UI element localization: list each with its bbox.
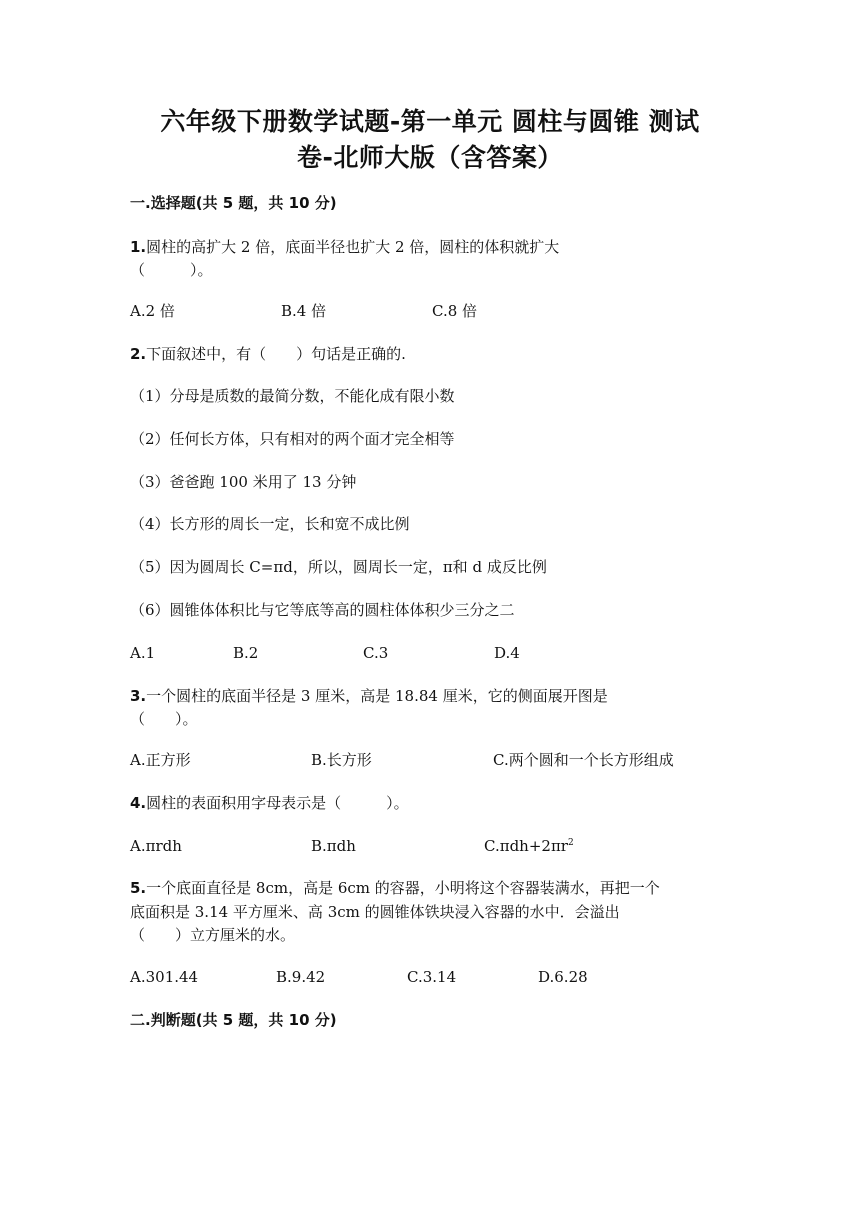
question-5-option-d: D.6.28 [538, 968, 588, 986]
question-4-stem [130, 793, 409, 813]
question-1-option-b: B.4 倍 [281, 302, 327, 320]
question-1-stem [130, 237, 559, 257]
question-1-option-c: C.8 倍 [432, 302, 478, 320]
question-5-option-b: B.9.42 [276, 968, 326, 986]
question-3-option-b: B.长方形 [311, 751, 372, 769]
section-heading-judgement: 二.判断题(共 5 题，共 10 分) [130, 1011, 337, 1029]
question-2-statement-6: （6）圆锥体体积比与它等底等高的圆柱体体积少三分之二 [130, 601, 515, 619]
question-4-option-c-exponent: 2 [567, 838, 574, 848]
question-1-blank: （ ）。 [130, 261, 213, 279]
question-1-text: 圆柱的高扩大 2 倍，底面半径也扩大 2 倍，圆柱的体积就扩大 [146, 238, 560, 256]
question-2-option-a: A.1 [130, 644, 156, 662]
question-5-option-a: A.301.44 [130, 968, 199, 986]
question-5-text-line-3: （ ）立方厘米的水。 [130, 926, 296, 944]
page-title-line-2: 卷-北师大版（含答案） [297, 143, 563, 172]
question-4-option-a: A.πrdh [130, 837, 182, 855]
question-4-option-b: B.πdh [311, 837, 356, 855]
question-2-statement-4: （4）长方形的周长一定，长和宽不成比例 [130, 515, 410, 533]
question-2-option-b: B.2 [233, 644, 259, 662]
question-2-option-d: D.4 [494, 644, 520, 662]
question-2-stem [130, 344, 406, 364]
question-5-text-line-2: 底面积是 3.14 平方厘米、高 3cm 的圆锥体铁块浸入容器的水中．会溢出 [130, 903, 620, 921]
question-2-statement-2: （2）任何长方体，只有相对的两个面才完全相等 [130, 430, 455, 448]
question-4-number: 4. [130, 794, 147, 812]
question-3-option-a: A.正方形 [130, 751, 191, 769]
question-2-statement-3: （3）爸爸跑 100 米用了 13 分钟 [130, 473, 357, 491]
question-3-text: 一个圆柱的底面半径是 3 厘米，高是 18.84 厘米，它的侧面展开图是 [146, 687, 608, 705]
question-4-option-c [484, 836, 574, 856]
question-2-number: 2. [130, 345, 147, 363]
question-5-text-line-1: 一个底面直径是 8cm，高是 6cm 的容器，小明将这个容器装满水，再把一个 [146, 879, 660, 897]
question-3-option-c: C.两个圆和一个长方形组成 [493, 751, 674, 769]
question-2-text: 下面叙述中，有（ ）句话是正确的. [146, 345, 406, 363]
question-4-text: 圆柱的表面积用字母表示是（ ）。 [146, 794, 409, 812]
question-1-number: 1. [130, 238, 147, 256]
page-title-line-1: 六年级下册数学试题-第一单元 圆柱与圆锥 测试 [160, 107, 700, 136]
question-3-number: 3. [130, 687, 147, 705]
question-5-stem [130, 878, 660, 898]
question-2-option-c: C.3 [363, 644, 389, 662]
question-3-blank: （ ）。 [130, 710, 198, 728]
question-3-stem [130, 686, 608, 706]
question-1-option-a: A.2 倍 [130, 302, 175, 320]
question-5-number: 5. [130, 879, 147, 897]
question-5-option-c: C.3.14 [407, 968, 457, 986]
question-4-option-c-text: C.πdh+2πr [484, 837, 568, 855]
question-2-statement-5: （5）因为圆周长 C=πd，所以，圆周长一定，π和 d 成反比例 [130, 558, 547, 576]
section-heading-choice: 一.选择题(共 5 题，共 10 分) [130, 194, 337, 212]
question-2-statement-1: （1）分母是质数的最简分数，不能化成有限小数 [130, 387, 455, 405]
